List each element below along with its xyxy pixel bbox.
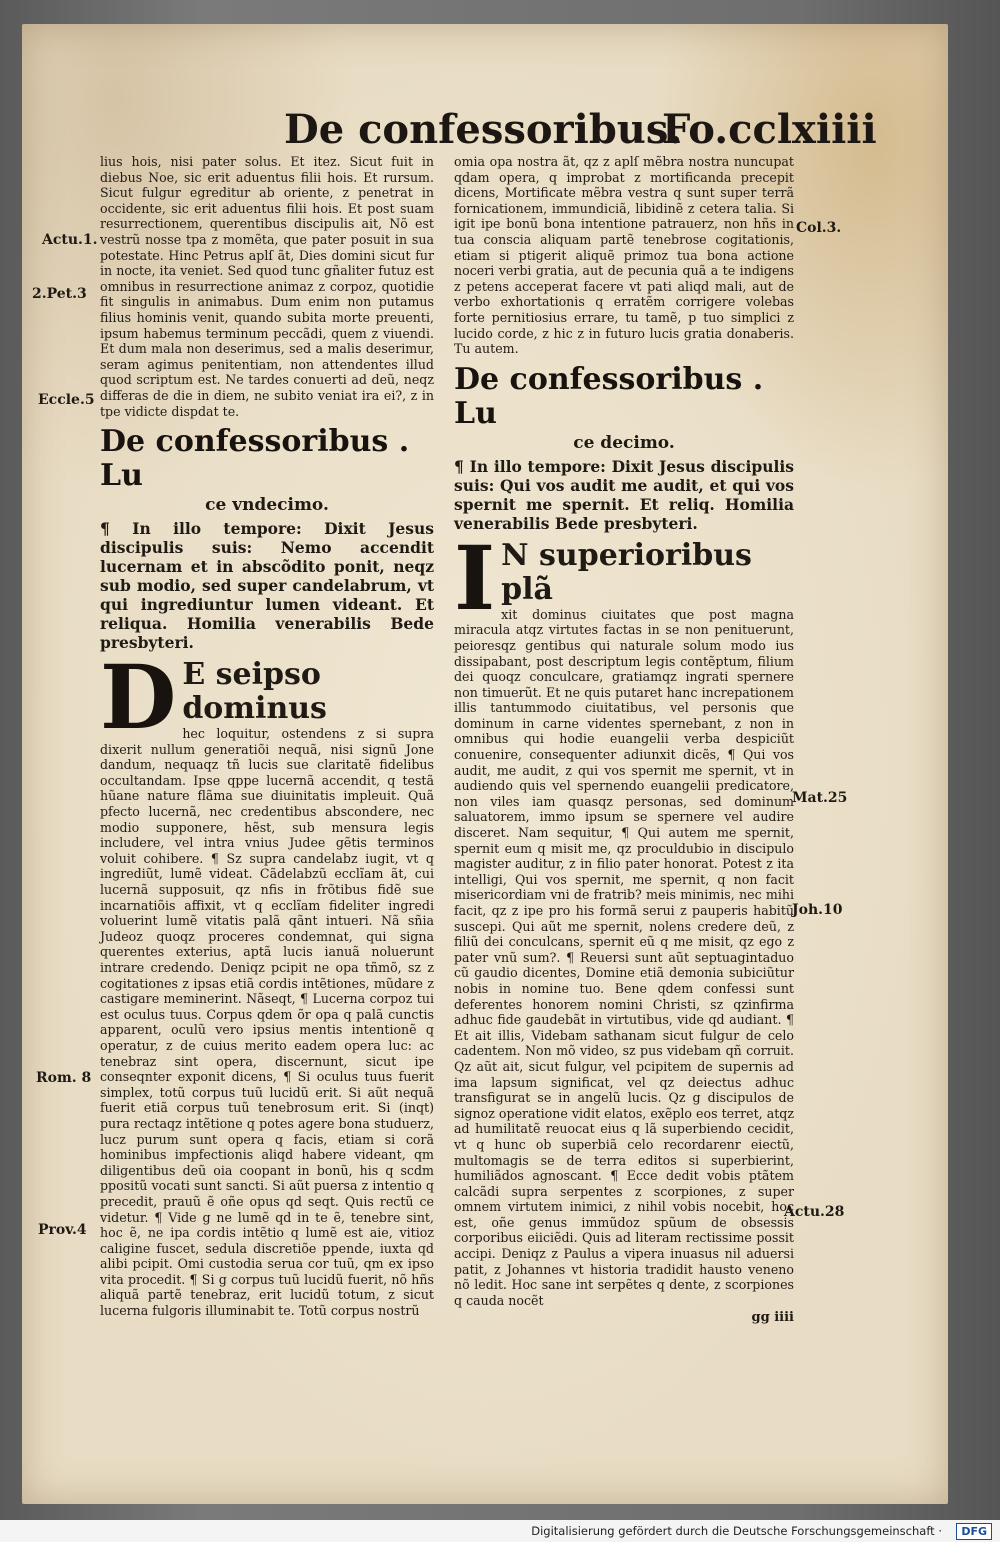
book-page [22,24,948,1504]
right-homily-body: xit dominus ciuitates que post magna miracula atqz virtutes factas in se non penituerunt, peioresqz gentibus qui naturale solum modo ius dissipabant, post descriptum legis contẽptum, filium dei quoqz conculcare, gratiamqz ingrati spernere non timuerũt. Et ne quis putaret hanc increpationem illis tantummodo ciuitatibus, vel personis que dominum in carne videntes spernebant, z non in omnibus qui hodie euangelii verba despiciũt conuenire, consequenter adiunxit dicẽs, ¶ Qui vos audit, me audit, z qui vos spernit me spernit, vt in audiendo quis vel spernendo euangelii predicatore, non viles iam quasqz personas, sed dominum saluatorem, immo ipsum se spernere vel audire disceret. Nam sequitur, ¶ Qui autem me spernit, spernit eum q misit me, qz proculdubio in discipulo magister auditur, z in filio pater honorat. Potest z ita intelligi, Qui vos spernit, me spernit, q non facit misericordiam vni de fratrib? meis minimis, nec mihi facit, qz z ipe pro his formã serui z pauperis habitũ suscepi. Qui aũt me spernit, nolens credere deũ, z filiũ dei conculcans, spernit eũ q me misit, qz ego z pater vnũ sum?. ¶ Reuersi sunt aũt septuagintaduo cũ gaudio dicentes, Domine etiã demonia subiciũtur nobis in nomine tuo. Bene qdem confessi sunt deferentes honorem nomini Christi, sz qzinfirma adhuc fide gaudebãt in virtutibus, vide qd audiant. ¶ Et ait illis, Videbam sathanam sicut fulgur de celo cadentem. Non mõ video, sz pus videbam qñ corruit. Qz aũt ait, sicut fulgur, vel pcipitem de supernis ad ima lapsum significat, vel qz deiectus adhuc transfigurat se in angelũ lucis. Qz g discipulos de signoz operatione vidit elatos, exẽplo eos terret, atqz ad humilitatẽ reuocat eius q lã superbiendo cecidit, vt q hunc ob superbiã celo recordarenr eiectũ, multomagis se de terra editos si superbierint, humiliãdos agnoscant. ¶ Ecce dedit vobis ptãtem calcãdi supra serpentes z scorpiones, z super omnem virtutem inimici, z nihil vobis nocebit, hoc est, oñe genus immũdoz spũum de obsessis corporibus eiiciẽdi. Quis ad literam rectissime possit accipi. Deniqz z Paulus a vipera inuasus nil aduersi patit, z Johannes vt historia tradidit hausto veneno nõ ledit. Hoc sane int serpẽtes q dente, z scorpiones q cauda nocẽt [454,606,794,1308]
left-homily-body: hec loquitur, ostendens z si supra dixerit nullum generatiõi nequã, nisi signũ Jone dandum, nequaqz tñ lucis sue claritatẽ fidelibus occultandam. Ipse qppe lucernã accendit, q testã hũane nature flãma sue diuinitatis impleuit. Quã pfecto lucernã, nec credentibus abscondere, nec modio supponere, hẽst, sub mensura legis includere, vel intra vnius Judee gẽtis terminos voluit cohibere. ¶ Sz supra candelabz iugit, vt q ingrediũt, lumẽ videat. Cãdelabzũ ecclĩam ãt, cui lucernã supposuit, qz nfis in frõtibus fidẽ sue incarnatiõis affixit, vt q ecclĩam fideliter ingredi voluerint lumẽ vitatis palã qãnt intueri. Nã sñia Judeoz quoqz proceres condemnat, qui signa querentes exterius, aptã lucis ianuã noluerunt intrare credendo. Deniqz pcipit ne opa tñmõ, sz z cogitationes z ipsas etiã cordis intẽtiones, mũdare z castigare meminerint. Nãseqt, ¶ Lucerna corpoz tui est oculus tuus. Corpus qdem õr opa q palã cunctis apparent, oculũ vero ipsius mentis intentionẽ q operatur, z de cuius merito eadem opera luc: ac tenebraz sint opera, discernunt, sicut ipe conseqnter exponit dicens, ¶ Si oculus tuus fuerit simplex, totũ corpus tuũ lucidũ erit. Si aũt nequã fuerit etiã corpus tuũ tenebrosum erit. Si (inqt) pura rectaqz intẽtione q potes agere bona studuerz, lucz purum sunt opera q facis, etiam si corã hominibus impfectionis aliqd habere videant, qm diligentibus deũ oia coopant in bonũ, his q scdm ppositũ vocati sunt sancti. Si aũt puersa z intentio q precedit, prauũ ẽ oñe opus qd seqt. Quis rectũ ce videtur. ¶ Vide g ne lumẽ qd in te ẽ, tenebre sint, hoc ẽ, ne ipa cordis intẽtio q lumẽ est aie, vitioz caligine fuscet, sedula discretiõe ppende, iuxta qd alibi pcipit. Omi custodia serua cor tuũ, qm ex ipso vita procedit. ¶ Si g corpus tuũ lucidũ fuerit, nõ hñs aliquã partẽ tenebraz, erit lucidũ totum, z sicut lucerna fulgoris illuminabit te. Totũ corpus nostrũ [100,726,434,1319]
left-drop-initial: D [100,645,177,750]
funding-credit: Digitalisierung gefördert durch die Deutsche Forschungsgemeinschaft · [531,1524,942,1538]
left-column [100,154,434,1319]
running-title: De confessoribus. [284,106,683,153]
margin-note-rom: Rom. 8 [36,1070,92,1086]
signature-mark: gg iiii [751,1310,794,1326]
right-section-heading-cont: ce decimo. [573,432,675,453]
margin-note-actu28: Actu.28 [784,1204,845,1220]
margin-note-pet: 2.Pet.3 [32,286,87,302]
margin-note-prov: Prov.4 [38,1222,87,1238]
margin-note-joh: Joh.10 [792,902,843,918]
digitization-footer [0,1520,1000,1542]
right-column [454,154,794,1326]
left-para-1: lius hois, nisi pater solus. Et itez. Sicut fuit in diebus Noe, sic erit aduentus filii hois. Et rursum. Sicut fulgur egreditur ab oriente, z penetrat in occidente, sic erit aduentus filii hois. Et post suam resurrectionem, querentibus discipulis ait, Nõ est vestrũ nosse tpa z momẽta, que pater posuit in sua potestate. Hinc Petrus aplſ ãt, Dies domini sicut fur in nocte, ita veniet. Sed quod tunc gñaliter futuz est omnibus in resurrectione animaz z corpoz, quotidie fit singulis in animabus. Dum enim non putamus filius hominis venit, quando subita morte preuenti, ipsum habemus terminum peccãdi, quem z viuendi. Et dum mala non deserimus, sed a malis deserimur, seram agimus penitentiam, non attendentes illud quod scriptum est. Ne tardes conuerti ad deũ, neqz differas de die in diem, ne subito veniat ira ei?, z in tpe vidicte dispdat te. [100,154,434,419]
margin-note-actu1: Actu.1. [42,232,98,248]
right-incipit: N superioribus plã [501,537,752,607]
right-section-heading: De confessoribus . Lu [454,361,764,431]
margin-note-mat: Mat.25 [792,790,848,806]
right-para-1: omia opa nostra ãt, qz z aplſ mẽbra nostra nuncupat qdam opera, q improbat z mortificanda precepit dicens, Mortificate mẽbra vestra q sunt super terrã fornicationem, immundiciã, libidinẽ z cetera talia. Si igit ipe bonũ bona intentione patrauerz, non hñs in tua conscia aliquam partẽ tenebrose cogitationis, etiam si ptigerit aliquẽ primoz tua bona actione noceri verbi gratia, aut de pecunia quã a te indigens z petens acceperat facere vt pati aliqd mali, aut de verbo exhortationis q erratẽm corrigere volebas forte pernitiosius errare, tu tamẽ, p tuo simplici z lucido corde, z hic z in futuro lucis gratia donaberis. Tu autem. [454,154,794,357]
right-drop-initial: I [454,525,496,630]
left-section-heading-cont: ce vndecimo. [205,495,329,516]
dfg-logo: DFG [956,1523,992,1540]
margin-note-eccle: Eccle.5 [38,392,95,408]
left-homily [100,645,434,1319]
left-incipit: E seipso dominus [182,657,327,727]
right-homily [454,525,794,1326]
left-section-heading: De confessoribus . Lu [100,424,410,494]
folio-number: Fo.cclxiiii [662,106,877,153]
right-gospel-intro: ¶ In illo tempore: Dixit Jesus discipulis suis: Qui vos audit me audit, et qui vos spernit me spernit. Et reliq. Homilia venerabilis Bede presbyteri. [454,456,794,533]
left-gospel-intro: ¶ In illo tempore: Dixit Jesus discipulis suis: Nemo accendit lucernam et in abscõdito ponit, neqz sub modio, sed super candelabrum, vt qui ingrediuntur lumen videant. Et reliqua. Homilia venerabilis Bede presbyteri. [100,519,434,653]
margin-note-col: Col.3. [796,220,842,236]
